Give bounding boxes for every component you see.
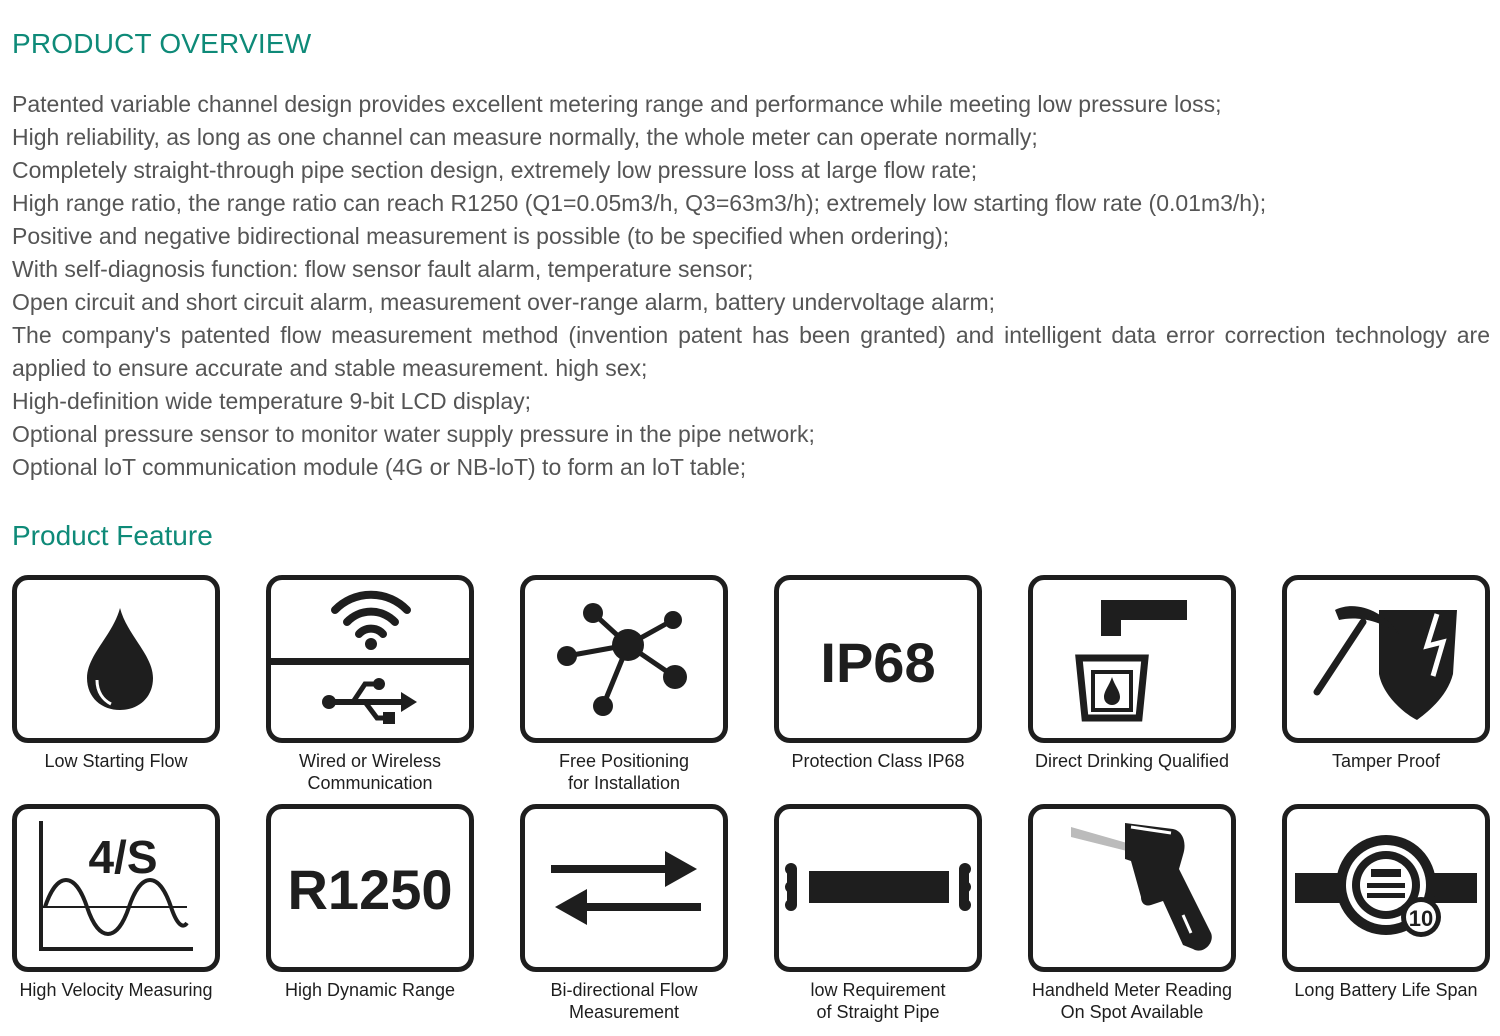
feature-label: Wired or Wireless Communication <box>298 751 441 793</box>
feature-card <box>774 804 982 1023</box>
ip68-icon <box>779 580 977 738</box>
overview-line: High reliability, as long as one channel can measure normally, the whole meter can operate normally; <box>12 124 1038 150</box>
feature-card <box>1028 804 1236 1023</box>
overview-line: High range ratio, the range ratio can reach R1250 (Q1=0.05m3/h, Q3=63m3/h); extremely low starting flow rate (0.01m3/h); <box>12 190 1267 216</box>
overview-line: Open circuit and short circuit alarm, measurement over-range alarm, battery undervoltage alarm; <box>12 289 996 315</box>
meter-battery-icon <box>1287 809 1485 967</box>
feature-label: Direct Drinking Qualified <box>1034 751 1230 771</box>
feature-label: Handheld Meter Reading On Spot Available <box>1031 980 1233 1022</box>
feature-card <box>520 575 728 794</box>
svg-text:R1250: R1250 <box>287 858 453 921</box>
feature-card <box>266 804 474 1001</box>
feature-icon-frame <box>1028 575 1236 743</box>
feature-label: Bi-directional Flow Measurement <box>550 980 698 1022</box>
overview-title: PRODUCT OVERVIEW <box>12 28 312 59</box>
overview-line: High-definition wide temperature 9-bit LCD display; <box>12 388 532 414</box>
pickaxe-shield-icon <box>1287 580 1485 738</box>
svg-text:10: 10 <box>1408 906 1434 931</box>
feature-card <box>774 575 982 772</box>
feature-label: Protection Class IP68 <box>791 751 965 771</box>
feature-label: low Requirement of Straight Pipe <box>810 980 946 1022</box>
wifi-usb-icon <box>271 580 469 738</box>
bidirectional-arrows-icon <box>525 809 723 967</box>
feature-card <box>520 804 728 1023</box>
feature-card <box>266 575 474 794</box>
network-nodes-icon <box>525 580 723 738</box>
feature-icon-frame <box>12 804 220 972</box>
r1250-icon <box>271 809 469 967</box>
feature-title: Product Feature <box>12 520 213 551</box>
velocity-wave-icon <box>17 809 215 967</box>
feature-card <box>1282 804 1490 1001</box>
feature-icon-frame <box>520 575 728 743</box>
feature-label: High Dynamic Range <box>284 980 456 1000</box>
feature-icon-frame <box>12 575 220 743</box>
feature-label: Long Battery Life Span <box>1294 980 1478 1000</box>
feature-label: Tamper Proof <box>1331 751 1441 771</box>
overview-line: Patented variable channel design provides excellent metering range and performance while meeting low pressure loss; <box>12 91 1222 117</box>
overview-line: Optional loT communication module (4G or NB-loT) to form an loT table; <box>12 454 747 480</box>
feature-label: Low Starting Flow <box>44 751 188 771</box>
feature-icon-frame <box>520 804 728 972</box>
feature-icon-frame <box>266 804 474 972</box>
overview-line: The company's patented flow measurement method (invention patent has been granted) and intelligent data error correction technology are applied to ensure accurate and stable measurement. high sex; <box>12 322 1490 381</box>
feature-card <box>12 575 220 772</box>
feature-icon-frame <box>266 575 474 743</box>
overview-line: With self-diagnosis function: flow sensor fault alarm, temperature sensor; <box>12 256 754 282</box>
overview-line: Optional pressure sensor to monitor water supply pressure in the pipe network; <box>12 421 815 447</box>
overview-line: Completely straight-through pipe section design, extremely low pressure loss at large flow rate; <box>12 157 978 183</box>
svg-text:IP68: IP68 <box>820 631 936 694</box>
feature-icon-frame <box>1282 804 1490 972</box>
handheld-reader-icon <box>1033 809 1231 967</box>
svg-text:4/S: 4/S <box>88 831 158 883</box>
straight-pipe-icon <box>779 809 977 967</box>
feature-card <box>1282 575 1490 772</box>
feature-label: Free Positioning for Installation <box>558 751 690 793</box>
overview-line: Positive and negative bidirectional measurement is possible (to be specified when ordering); <box>12 223 950 249</box>
feature-icon-frame <box>774 575 982 743</box>
feature-card <box>12 804 220 1001</box>
overview-list <box>12 88 1490 484</box>
feature-card <box>1028 575 1236 772</box>
feature-icon-frame <box>1028 804 1236 972</box>
feature-icon-frame <box>1282 575 1490 743</box>
feature-label: High Velocity Measuring <box>19 980 213 1000</box>
feature-icon-frame <box>774 804 982 972</box>
water-drop-icon <box>17 580 215 738</box>
faucet-cup-icon <box>1033 580 1231 738</box>
